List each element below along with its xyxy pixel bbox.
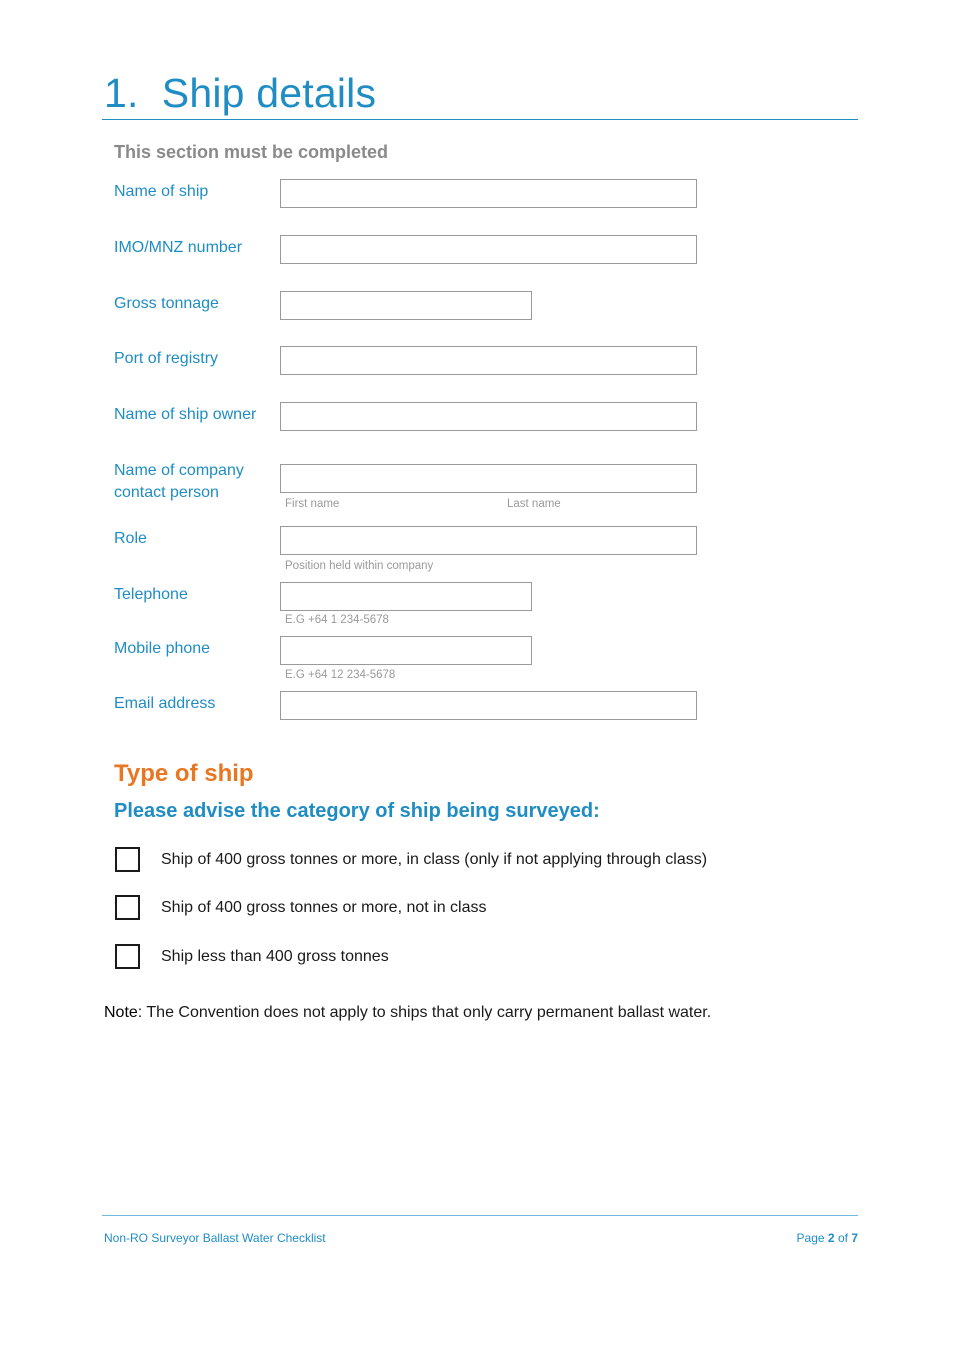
- ship-type-option-3-checkbox[interactable]: [115, 944, 140, 969]
- section-required-note: This section must be completed: [114, 142, 389, 162]
- ship-owner-input[interactable]: [280, 402, 697, 431]
- role-hint: Position held within company: [285, 560, 434, 572]
- email-label: Email address: [114, 695, 216, 712]
- footer-divider: [102, 1215, 858, 1216]
- telephone-input[interactable]: [280, 582, 532, 611]
- port-of-registry-label: Port of registry: [114, 350, 219, 367]
- note-label: Note: [104, 1004, 138, 1021]
- ship-type-option-1-checkbox[interactable]: [115, 847, 140, 872]
- mobile-phone-input[interactable]: [280, 636, 532, 665]
- footer-page-number: [797, 1231, 858, 1245]
- page-of: of: [837, 1231, 848, 1245]
- page-title: [104, 70, 376, 117]
- ship-name-label: Name of ship: [114, 183, 209, 200]
- last-name-hint: Last name: [507, 498, 561, 510]
- page-word: Page: [796, 1231, 825, 1245]
- gross-tonnage-input[interactable]: [280, 291, 532, 320]
- ship-type-prompt: Please advise the category of ship being surveyed:: [114, 800, 600, 822]
- gross-tonnage-label: Gross tonnage: [114, 295, 219, 312]
- ship-type-option-1-label: Ship of 400 gross tonnes or more, in class (only if not applying through class): [161, 851, 708, 868]
- telephone-label: Telephone: [114, 586, 188, 603]
- section-title: Ship details: [161, 70, 377, 116]
- email-input[interactable]: [280, 691, 697, 720]
- role-input[interactable]: [280, 526, 697, 555]
- ship-owner-label: Name of ship owner: [114, 406, 257, 423]
- telephone-hint: E.G +64 1 234-5678: [285, 614, 389, 626]
- note-text: : The Convention does not apply to ships that only carry permanent ballast water.: [137, 1004, 712, 1021]
- section-number: 1.: [104, 70, 139, 116]
- mobile-phone-hint: E.G +64 12 234-5678: [285, 669, 396, 681]
- ship-type-option-2-checkbox[interactable]: [115, 895, 140, 920]
- first-name-hint: First name: [285, 498, 340, 510]
- imo-number-label: IMO/MNZ number: [114, 239, 243, 256]
- page-total: 7: [851, 1231, 858, 1245]
- ship-type-option-2-label: Ship of 400 gross tonnes or more, not in class: [161, 899, 487, 916]
- ship-type-option-3-label: Ship less than 400 gross tonnes: [161, 948, 389, 965]
- ship-type-heading: Type of ship: [114, 760, 254, 787]
- contact-person-label-line1: Name of company: [114, 462, 244, 479]
- contact-person-input[interactable]: [280, 464, 697, 493]
- port-of-registry-input[interactable]: [280, 346, 697, 375]
- title-divider: [102, 119, 858, 120]
- role-label: Role: [114, 530, 147, 547]
- page-current: 2: [827, 1231, 835, 1245]
- mobile-phone-label: Mobile phone: [114, 640, 211, 657]
- convention-note: [104, 1004, 711, 1022]
- imo-number-input[interactable]: [280, 235, 697, 264]
- footer-document-title: Non-RO Surveyor Ballast Water Checklist: [104, 1231, 326, 1245]
- ship-name-input[interactable]: [280, 179, 697, 208]
- contact-person-label: [114, 460, 244, 504]
- contact-person-label-line2: contact person: [114, 484, 219, 501]
